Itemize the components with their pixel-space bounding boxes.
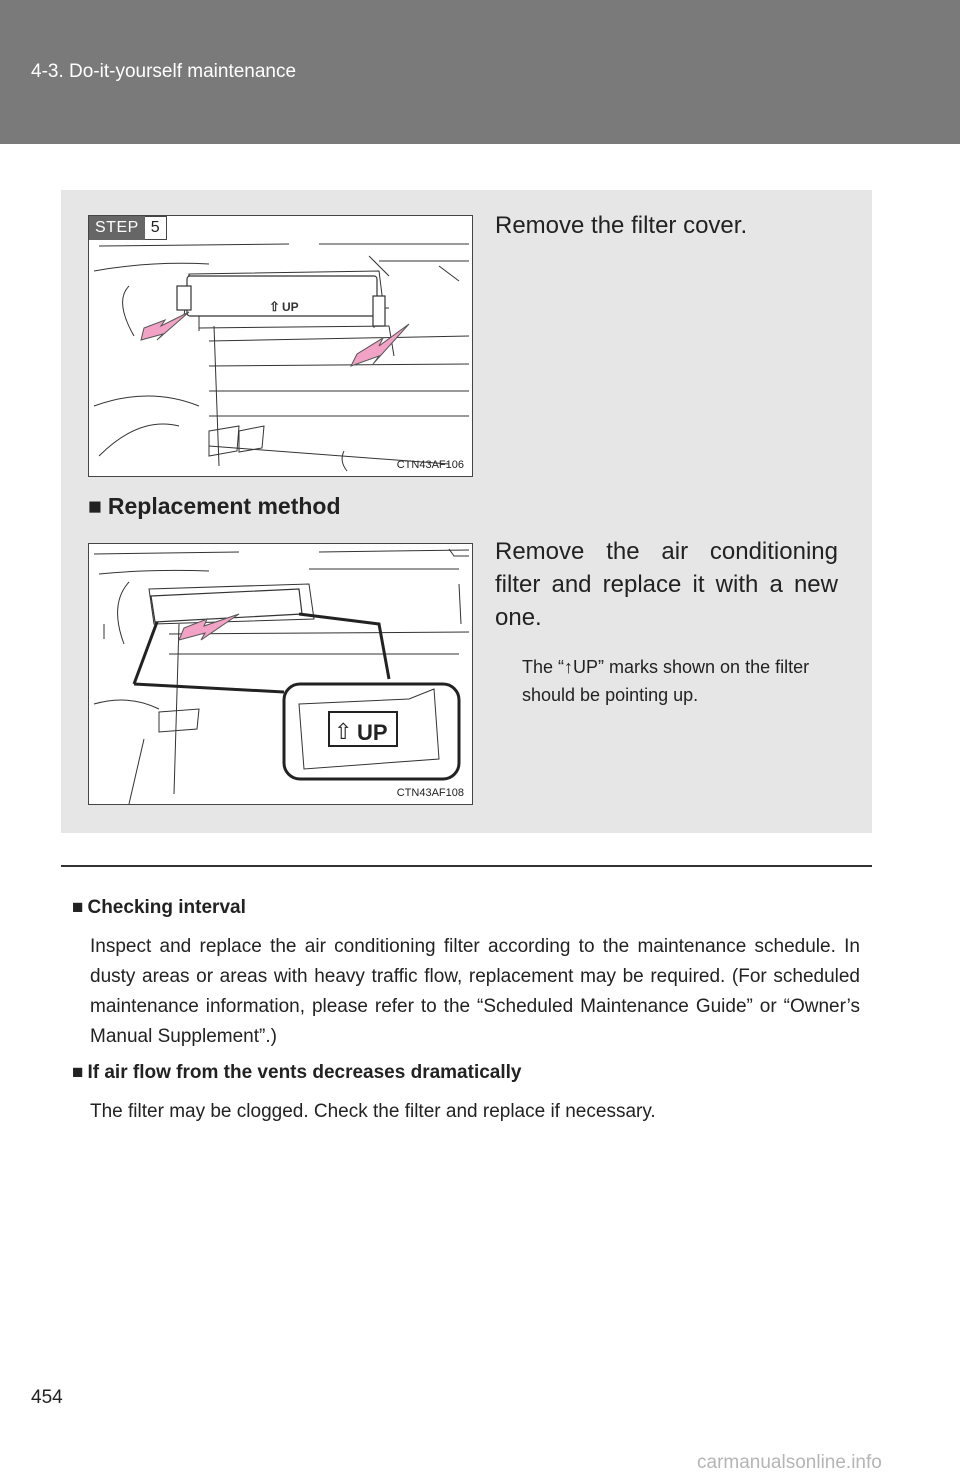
svg-text:⇧: ⇧	[334, 719, 353, 744]
filter-replacement-drawing	[89, 544, 473, 805]
figure-code: CTN43AF106	[396, 459, 464, 471]
page-header	[0, 0, 960, 144]
watermark: carmanualsonline.info	[697, 1452, 882, 1473]
step-instruction: Remove the filter cover.	[495, 212, 748, 239]
info-heading-airflow	[72, 1062, 522, 1084]
step-number: 5	[145, 216, 167, 240]
up-mark-label: UP	[282, 300, 299, 314]
svg-text:⇧: ⇧	[269, 299, 280, 314]
info-body-checking: Inspect and replace the air conditioning filter according to the maintenance schedule. In dusty areas or areas with heavy traffic flow, replacement may be required. (For scheduled maintenance information, please refer to the “Scheduled Maintenance Guide” or “Owner’s Manual Supplement”.)	[90, 936, 860, 1047]
square-bullet: ■	[72, 1062, 84, 1083]
page-number: 454	[31, 1387, 63, 1408]
section-divider	[61, 865, 872, 867]
filter-replacement-illustration	[88, 543, 473, 805]
step-label: STEP	[89, 216, 145, 240]
info-heading-text: If air flow from the vents decreases dramatically	[87, 1062, 522, 1083]
info-body-airflow: The filter may be clogged. Check the filter and replace if necessary.	[90, 1101, 656, 1122]
up-mark-large-label: UP	[357, 720, 388, 745]
square-bullet: ■	[72, 897, 84, 918]
info-heading-text: Checking interval	[87, 897, 246, 918]
filter-cover-illustration	[88, 215, 473, 477]
square-bullet: ■	[88, 493, 102, 519]
info-heading-checking	[72, 897, 246, 919]
replacement-instruction: Remove the air conditioning filter and replace it with a new one.	[495, 538, 838, 631]
step-badge	[89, 216, 167, 240]
replacement-heading-text: Replacement method	[107, 493, 341, 519]
filter-cover-drawing	[89, 216, 473, 477]
replacement-heading	[88, 493, 341, 520]
section-title: 4-3. Do-it-yourself maintenance	[31, 61, 297, 82]
figure-code: CTN43AF108	[396, 787, 464, 799]
up-mark-note: The “↑UP” marks shown on the filter should be pointing up.	[522, 657, 810, 705]
